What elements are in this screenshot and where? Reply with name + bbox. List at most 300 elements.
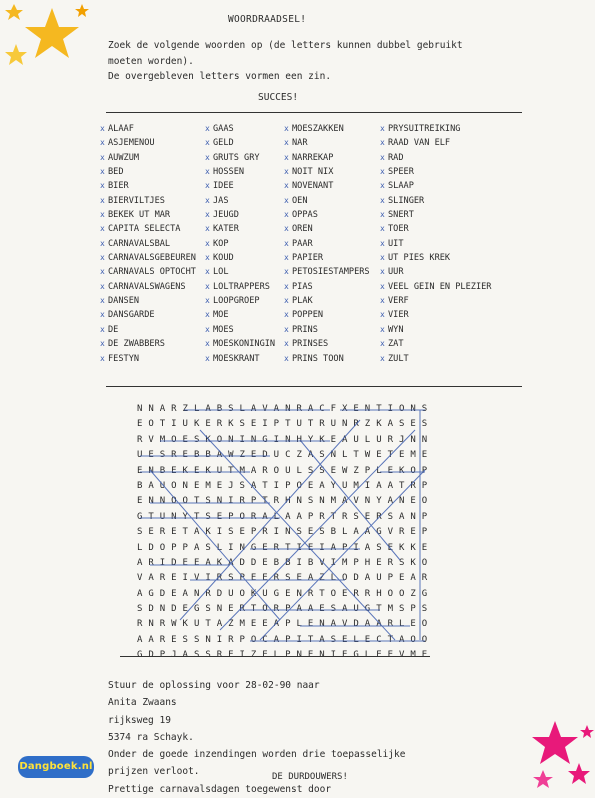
tick-mark-icon: x	[100, 138, 105, 148]
grid-letter: I	[228, 542, 234, 553]
grid-letter: I	[159, 557, 166, 568]
tick-mark-icon: x	[380, 281, 385, 291]
grid-letter: V	[387, 527, 393, 538]
grid-letter: R	[273, 604, 280, 615]
grid-letter: A	[398, 511, 405, 522]
grid-letter: L	[342, 450, 348, 461]
grid-letter: U	[159, 480, 166, 491]
grid-letter: R	[159, 634, 166, 645]
grid-letter: K	[398, 465, 405, 476]
grid-letter: P	[285, 604, 291, 615]
grid-letter: J	[228, 480, 234, 491]
grid-letter: S	[330, 604, 337, 615]
grid-letter: A	[364, 527, 371, 538]
word-label: VIER	[388, 310, 409, 321]
word-label: SNERT	[388, 210, 414, 221]
grid-letter: A	[216, 619, 223, 630]
grid-row	[134, 433, 430, 448]
word-item	[380, 308, 491, 322]
grid-letter: A	[307, 404, 314, 414]
grid-letter: X	[342, 404, 348, 414]
grid-letter: I	[330, 650, 337, 661]
grid-letter: V	[136, 573, 143, 584]
grid-letter: R	[239, 496, 245, 507]
grid-letter: T	[205, 619, 211, 630]
grid-letter: E	[376, 450, 382, 461]
grid-letter: S	[296, 527, 302, 538]
tick-mark-icon: x	[284, 281, 289, 291]
word-label: DE ZWABBERS	[108, 339, 165, 350]
word-label: TOER	[388, 224, 409, 235]
grid-letter: K	[205, 527, 211, 538]
word-label: GRUTS GRY	[213, 152, 260, 163]
grid-letter: S	[193, 634, 200, 645]
grid-letter: R	[342, 511, 348, 522]
grid-letter: E	[228, 604, 234, 615]
grid-letter: P	[364, 465, 371, 476]
word-column-1	[100, 122, 196, 366]
grid-letter: R	[228, 634, 234, 645]
instruction-line: De overgebleven letters vormen een zin.	[108, 71, 332, 82]
word-item	[284, 165, 370, 179]
instruction-line: moeten worden).	[108, 55, 194, 67]
grid-letter: U	[285, 465, 291, 476]
grid-letter: C	[285, 450, 291, 461]
grid-letter: E	[193, 465, 200, 476]
grid-letter: F	[330, 404, 337, 414]
grid-letter: I	[216, 527, 223, 538]
grid-letter: A	[376, 480, 382, 491]
grid-letter: C	[319, 404, 325, 414]
grid-letter: S	[319, 527, 325, 538]
tick-mark-icon: x	[100, 267, 105, 277]
grid-letter: A	[148, 634, 154, 645]
tick-mark-icon: x	[100, 181, 105, 191]
tick-mark-icon: x	[284, 224, 289, 234]
grid-letter: A	[148, 480, 154, 491]
grid-letter: K	[376, 419, 382, 430]
grid-letter: R	[398, 527, 405, 538]
tick-mark-icon: x	[100, 124, 105, 133]
grid-letter: N	[330, 450, 337, 461]
word-label: AUWZUM	[108, 152, 140, 163]
grid-letter: E	[193, 557, 200, 568]
grid-letter: T	[376, 404, 382, 414]
word-item	[284, 337, 370, 351]
grid-letter: J	[398, 434, 405, 445]
grid-letter: E	[182, 557, 188, 568]
word-item	[205, 280, 275, 294]
grid-letter: S	[228, 573, 234, 584]
star-icon	[532, 721, 578, 764]
grid-letter: E	[250, 573, 257, 584]
grid-letter: E	[353, 404, 359, 414]
word-label: MOE	[213, 310, 229, 321]
grid-letter: G	[364, 604, 371, 615]
grid-letter: N	[410, 434, 416, 445]
star-icon	[568, 763, 590, 784]
star-icon	[5, 44, 27, 65]
word-label: PAAR	[292, 238, 313, 249]
word-label: GELD	[213, 138, 234, 149]
grid-row	[134, 448, 430, 463]
grid-letter: A	[136, 634, 143, 645]
word-item	[205, 265, 275, 279]
grid-letter: T	[262, 496, 268, 507]
word-label: CARNAVALSGEBEUREN	[108, 253, 196, 264]
grid-letter: U	[136, 450, 143, 461]
grid-letter: E	[342, 588, 348, 599]
tick-mark-icon: x	[100, 339, 105, 349]
tick-mark-icon: x	[284, 124, 289, 133]
tick-mark-icon: x	[380, 138, 385, 148]
grid-letter: B	[307, 557, 314, 568]
grid-letter: R	[250, 511, 257, 522]
grid-letter: L	[364, 650, 371, 661]
grid-letter: A	[342, 496, 348, 507]
grid-letter: U	[296, 419, 302, 430]
tick-mark-icon: x	[380, 210, 385, 220]
grid-letter: T	[353, 450, 359, 461]
grid-letter: E	[148, 527, 154, 538]
grid-letter: E	[262, 557, 268, 568]
grid-letter: S	[398, 604, 405, 615]
word-item	[205, 251, 275, 265]
word-item	[205, 323, 275, 337]
grid-letter: Z	[296, 450, 302, 461]
grid-letter: O	[421, 557, 428, 568]
word-label: PRINS	[292, 324, 318, 335]
word-label: DANSEN	[108, 296, 140, 307]
grid-letter: B	[216, 404, 223, 414]
grid-letter: A	[228, 557, 234, 568]
word-item	[284, 265, 370, 279]
grid-letter: M	[387, 604, 393, 615]
tick-mark-icon: x	[205, 210, 210, 220]
tick-mark-icon: x	[380, 324, 385, 334]
grid-letter: O	[421, 496, 428, 507]
grid-letter: S	[205, 542, 211, 553]
word-label: RAAD VAN ELF	[388, 138, 451, 149]
grid-letter: R	[353, 588, 359, 599]
grid-letter: A	[262, 511, 268, 522]
grid-letter: R	[262, 465, 268, 476]
tick-mark-icon: x	[205, 181, 210, 191]
word-item	[100, 280, 196, 294]
word-item	[380, 237, 491, 251]
word-item	[100, 237, 196, 251]
grid-letter: E	[296, 573, 302, 584]
word-item	[284, 194, 370, 208]
grid-letter: E	[171, 573, 177, 584]
word-item	[205, 237, 275, 251]
grid-letter: P	[387, 573, 393, 584]
word-item	[205, 208, 275, 222]
grid-letter: E	[182, 604, 188, 615]
grid-letter: Y	[330, 480, 337, 491]
star-icon	[25, 8, 79, 58]
grid-row	[134, 510, 430, 525]
grid-letter: I	[182, 573, 188, 584]
grid-letter: R	[239, 604, 245, 615]
grid-letter: A	[205, 557, 211, 568]
word-label: DE	[108, 324, 119, 335]
word-label: NOIT NIX	[292, 167, 334, 178]
grid-letter: R	[205, 588, 211, 599]
word-label: MOESKRANT	[213, 353, 260, 364]
grid-letter: D	[239, 557, 245, 568]
grid-letter: T	[307, 634, 314, 645]
word-list	[100, 122, 540, 372]
grid-letter: O	[410, 634, 416, 645]
tick-mark-icon: x	[284, 195, 289, 205]
grid-letter: T	[262, 480, 268, 491]
grid-letter: T	[387, 634, 393, 645]
footer-line: Anita Zwaans	[108, 697, 177, 709]
tick-mark-icon: x	[205, 167, 210, 177]
instruction-line: Zoek de volgende woorden op (de letters kunnen dubbel gebruikt	[108, 40, 463, 51]
grid-letter: N	[193, 588, 200, 599]
grid-letter: O	[182, 496, 188, 507]
grid-letter: O	[387, 588, 393, 599]
grid-letter: G	[262, 434, 268, 445]
grid-letter: T	[228, 465, 234, 476]
tick-mark-icon: x	[380, 238, 385, 248]
grid-letter: N	[182, 480, 188, 491]
grid-letter: K	[193, 419, 200, 430]
grid-letter: E	[421, 450, 428, 461]
footer-line: rijksweg 19	[108, 714, 171, 726]
tick-mark-icon: x	[284, 296, 289, 306]
grid-letter: E	[307, 650, 314, 661]
grid-letter: L	[330, 573, 337, 584]
grid-letter: Z	[228, 619, 234, 630]
grid-letter: R	[159, 527, 166, 538]
grid-letter: D	[159, 588, 166, 599]
grid-letter: E	[216, 511, 223, 522]
word-item	[380, 165, 491, 179]
word-column-2	[205, 122, 275, 366]
grid-letter: R	[216, 573, 223, 584]
grid-letter: E	[148, 450, 154, 461]
grid-letter: L	[216, 542, 223, 553]
grid-letter: E	[307, 480, 314, 491]
word-item	[205, 122, 275, 136]
grid-letter: R	[387, 557, 393, 568]
grid-letter: T	[387, 450, 393, 461]
grid-letter: E	[410, 527, 416, 538]
grid-letter: L	[398, 619, 405, 630]
grid-letter: L	[353, 634, 359, 645]
grid-letter: S	[421, 419, 428, 430]
grid-letter: S	[193, 434, 200, 445]
grid-letter: Z	[410, 588, 416, 599]
grid-letter: N	[171, 511, 177, 522]
tick-mark-icon: x	[205, 138, 210, 148]
tick-mark-icon: x	[205, 224, 210, 234]
footer-line: 5374 ra Schayk.	[108, 731, 194, 743]
grid-letter: H	[296, 434, 302, 445]
grid-letter: K	[182, 465, 188, 476]
word-item	[100, 337, 196, 351]
word-label: ASJEMENOU	[108, 138, 155, 149]
word-label: NAR	[292, 138, 308, 149]
tick-mark-icon: x	[380, 267, 385, 277]
grid-letter: M	[410, 650, 416, 661]
grid-letter: E	[205, 419, 211, 430]
grid-letter: R	[136, 619, 143, 630]
grid-letter: M	[159, 434, 166, 445]
star-icon	[533, 770, 553, 788]
grid-letter: A	[319, 634, 325, 645]
grid-letter: P	[307, 511, 314, 522]
tick-mark-icon: x	[380, 310, 385, 320]
word-label: FESTYN	[108, 353, 140, 364]
grid-letter: L	[273, 511, 280, 522]
word-item	[380, 208, 491, 222]
grid-letter: K	[182, 619, 188, 630]
grid-letter: I	[216, 634, 223, 645]
grid-letter: A	[285, 511, 291, 522]
grid-letter: P	[250, 527, 257, 538]
grid-letter: T	[285, 419, 291, 430]
word-item	[380, 179, 491, 193]
grid-letter: J	[171, 650, 177, 661]
grid-letter: S	[387, 511, 393, 522]
grid-letter: E	[250, 419, 257, 430]
grid-row	[134, 479, 430, 494]
grid-letter: B	[285, 557, 291, 568]
tick-mark-icon: x	[100, 253, 105, 263]
word-item	[284, 208, 370, 222]
word-item	[100, 151, 196, 165]
grid-letter: Z	[319, 573, 325, 584]
grid-letter: E	[319, 604, 325, 615]
word-item	[205, 165, 275, 179]
word-item	[100, 251, 196, 265]
grid-letter: A	[364, 619, 371, 630]
grid-letter: B	[330, 527, 337, 538]
tick-mark-icon: x	[100, 224, 105, 234]
grid-letter: P	[285, 619, 291, 630]
grid-letter: V	[353, 496, 359, 507]
grid-letter: E	[250, 450, 257, 461]
word-label: PRYSUITREIKING	[388, 124, 461, 134]
grid-letter: E	[364, 511, 371, 522]
word-label: BIERVILTJES	[108, 195, 165, 206]
word-label: UUR	[388, 267, 404, 278]
grid-letter: L	[296, 465, 302, 476]
grid-letter: D	[250, 557, 257, 568]
word-item	[100, 308, 196, 322]
grid-letter: P	[421, 465, 428, 476]
grid-letter: L	[364, 434, 371, 445]
grid-letter: O	[239, 511, 245, 522]
grid-letter: E	[171, 527, 177, 538]
grid-letter: D	[148, 604, 154, 615]
star-icon	[5, 4, 23, 20]
grid-letter: G	[421, 588, 428, 599]
grid-letter: O	[421, 619, 428, 630]
tick-mark-icon: x	[284, 238, 289, 248]
star-icon	[75, 4, 89, 17]
word-item	[100, 194, 196, 208]
grid-letter: P	[285, 634, 291, 645]
grid-letter: M	[342, 557, 348, 568]
grid-letter: N	[421, 434, 428, 445]
grid-letter: R	[364, 588, 371, 599]
grid-letter: A	[296, 511, 302, 522]
grid-letter: N	[228, 434, 234, 445]
tick-mark-icon: x	[100, 353, 105, 363]
tick-mark-icon: x	[100, 210, 105, 220]
grid-letter: M	[239, 465, 245, 476]
word-label: NOVENANT	[292, 181, 334, 192]
grid-letter: I	[228, 496, 234, 507]
grid-letter: A	[273, 404, 280, 414]
tick-mark-icon: x	[284, 339, 289, 349]
grid-letter: M	[353, 480, 359, 491]
word-label: CAPITA SELECTA	[108, 224, 181, 235]
grid-letter: P	[342, 542, 348, 553]
grid-letter: A	[182, 588, 188, 599]
tick-mark-icon: x	[100, 195, 105, 205]
tick-mark-icon: x	[100, 310, 105, 320]
word-label: BIER	[108, 181, 129, 192]
word-item	[284, 280, 370, 294]
grid-letter: T	[250, 604, 257, 615]
grid-letter: N	[148, 404, 154, 414]
grid-letter: D	[171, 557, 177, 568]
grid-letter: M	[239, 619, 245, 630]
grid-letter: B	[205, 450, 211, 461]
word-item	[284, 222, 370, 236]
grid-letter: N	[136, 404, 143, 414]
grid-letter: P	[353, 557, 359, 568]
grid-letter: Y	[376, 496, 382, 507]
succes-heading: SUCCES!	[258, 92, 299, 103]
grid-letter: S	[228, 404, 234, 414]
grid-letter: R	[387, 619, 393, 630]
tick-mark-icon: x	[380, 353, 385, 363]
grid-letter: S	[182, 634, 188, 645]
grid-letter: I	[205, 573, 211, 584]
grid-letter: B	[159, 465, 166, 476]
grid-letter: K	[216, 557, 223, 568]
grid-letter: V	[193, 573, 200, 584]
grid-row	[134, 494, 430, 509]
word-label: VEEL GEIN EN PLEZIER	[388, 281, 492, 292]
word-item	[284, 251, 370, 265]
grid-letter: S	[239, 419, 245, 430]
grid-letter: O	[398, 588, 405, 599]
word-label: JAS	[213, 195, 229, 206]
grid-letter: E	[330, 434, 337, 445]
word-item	[380, 151, 491, 165]
grid-letter: S	[376, 542, 382, 553]
grid-letter: A	[398, 634, 405, 645]
grid-letter: R	[296, 404, 302, 414]
grid-letter: R	[353, 419, 359, 430]
word-item	[205, 222, 275, 236]
grid-letter: G	[136, 650, 143, 661]
grid-letter: S	[421, 604, 428, 615]
tick-mark-icon: x	[380, 167, 385, 177]
tick-mark-icon: x	[205, 152, 210, 162]
grid-letter: G	[136, 511, 143, 522]
word-label: OEN	[292, 195, 308, 206]
page-title: WOORDRAADSEL!	[228, 14, 307, 25]
